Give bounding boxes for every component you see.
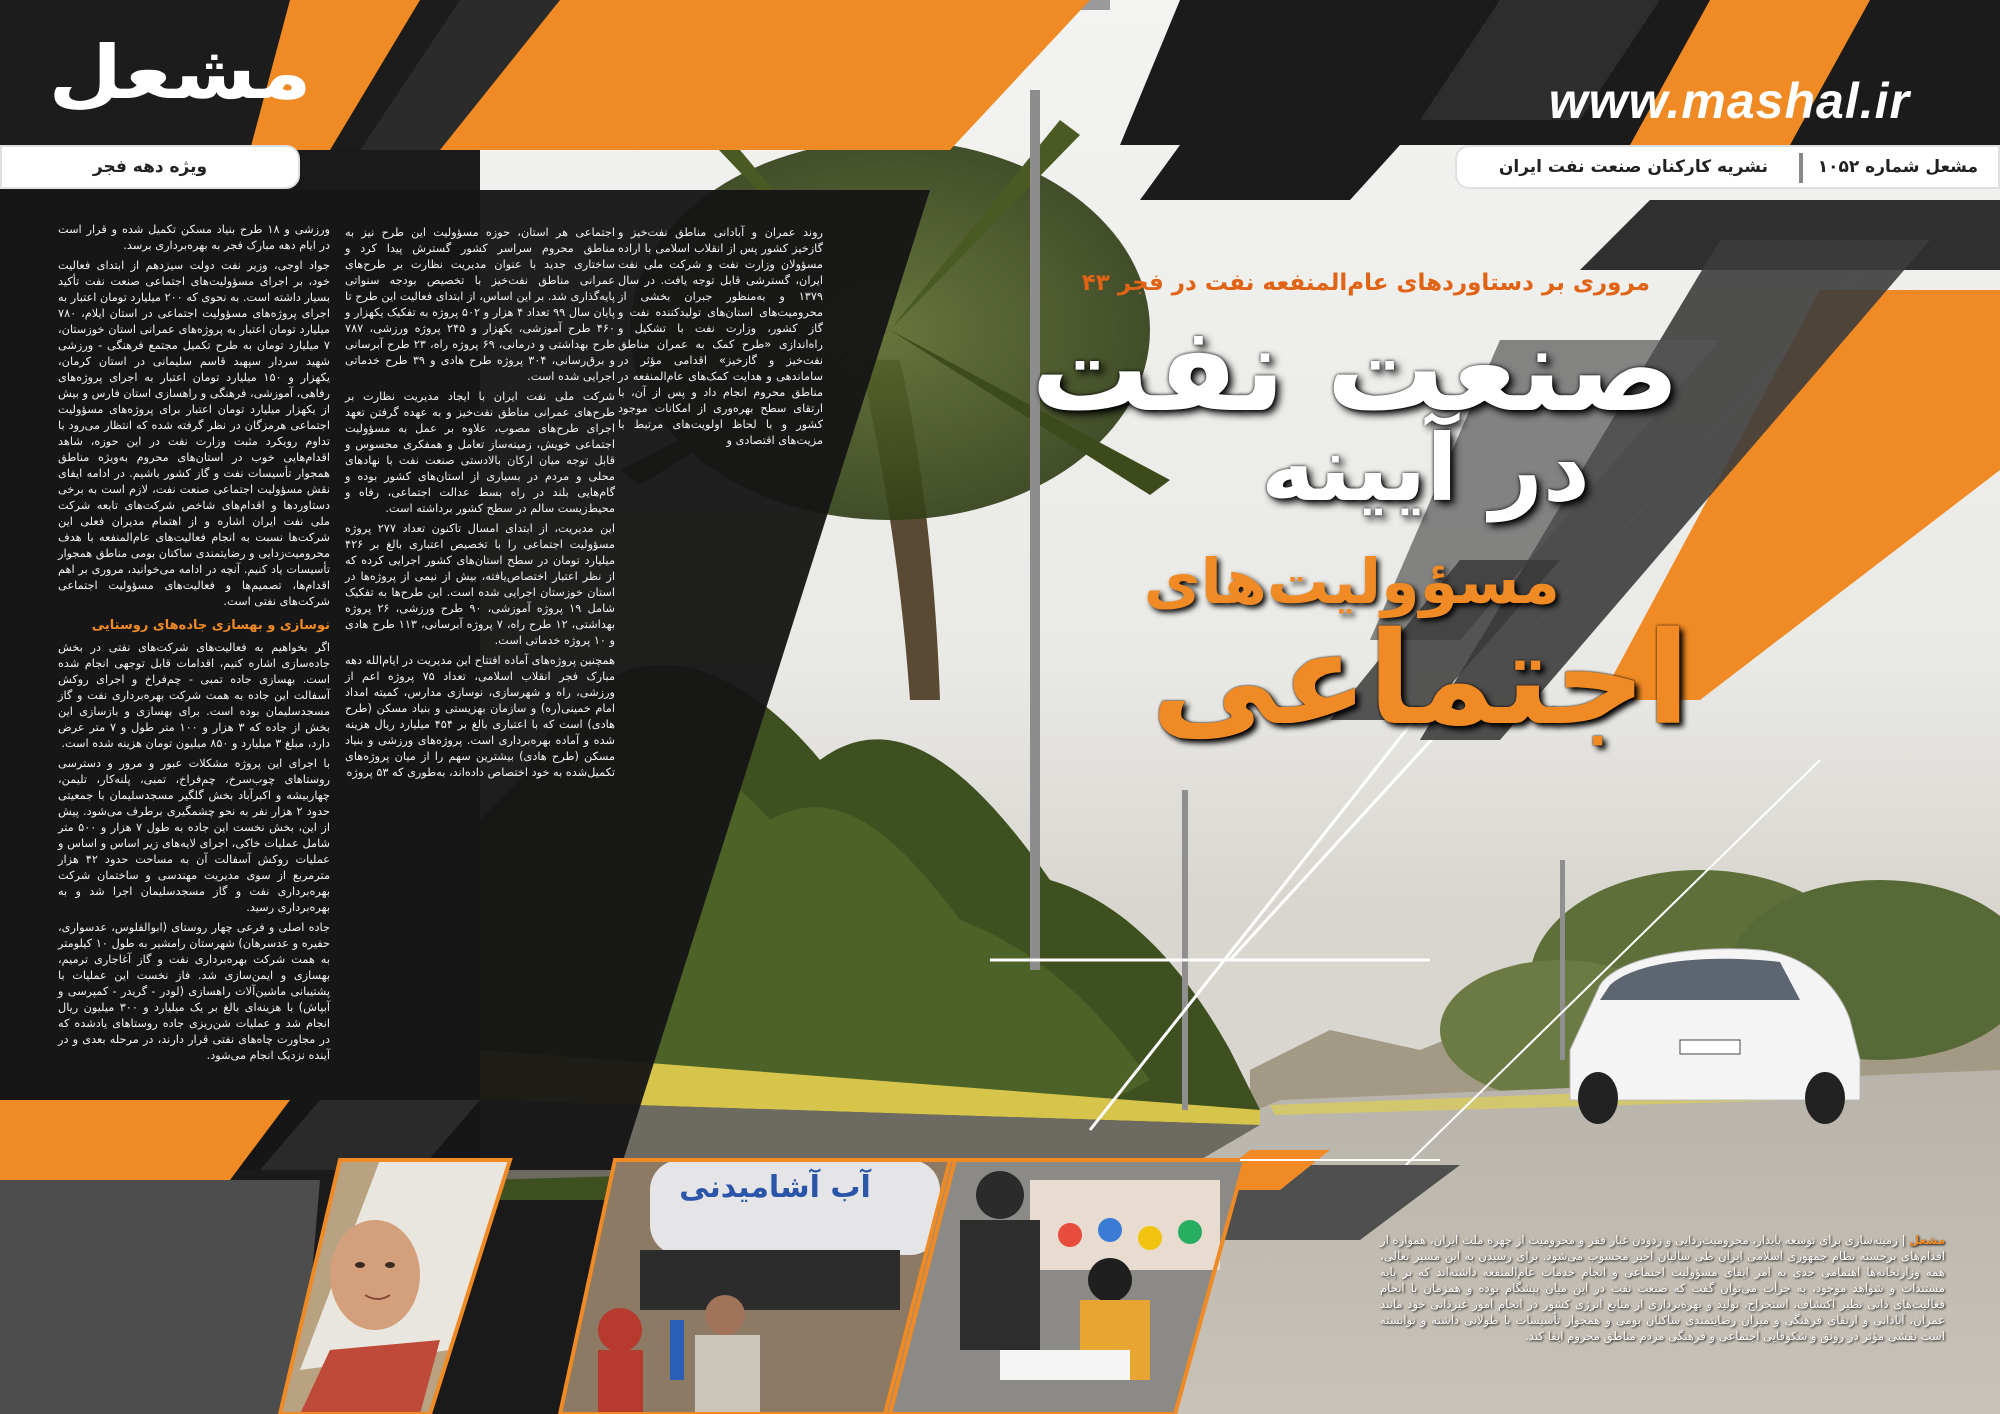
article-column-2 <box>58 222 330 1068</box>
section-tag: ویژه دهه فجر <box>0 145 300 189</box>
logo-text: مشعل <box>48 30 312 116</box>
col2-para-4: با اجرای این پروژه مشکلات عبور و مرور و دسترسی روستاهای چوب‌سرخ، چم‌فراخ، تمبی، پلنه‌کار، تلیمن، چهاربیشه و اکبرآباد بخش گلگیر مسجدسلیمان با جمعیتی حدود ۲ هزار نفر به نحو چشمگیری برطرف می‌شود. پیش از این، بخش نخست این جاده به طول ۷ هزار و ۵۰۰ متر شامل عملیات خاکی، اجرای لایه‌های زیر اساس و اساس و عملیات روکش آسفالت آن به مساحت حدود ۴۲ هزار مترمربع از سوی مدیریت مهندسی و ساختمان شرکت بهره‌برداری نفت و گاز مسجدسلیمان اجرا شد و به بهره‌برداری رسید. <box>58 757 330 914</box>
col2-para-2: جواد اوجی، وزیر نفت دولت سیزدهم از ابتدای فعالیت خود، بر اجرای مسؤولیت‌های اجتماعی صنعت نفت تأکید بسیار داشته است. به نحوی که ۲۰۰ میلیارد تومان اعتبار به اجرای پروژه‌های مسؤولیت اجتماعی در استان ایلام، ۷۸۰ میلیارد تومان اعتبار به پروژه‌های عمرانی استان خوزستان، ۷ میلیارد تومان به طرح تکمیل مجتمع فرهنگی - ورزشی شهید سردار سپهبد قاسم سلیمانی در استان کرمان، یکهزار و ۱۵۰ میلیارد تومان اعتبار به اجرای پروژه‌های رفاهی، آموزشی، فرهنگی و راهسازی استان فارس و بیش از یکهزار میلیارد تومان اعتبار برای پروژه‌های مسؤولیت اجتماعی هرمزگان در نظر گرفته شده که انتظار می‌رود با تداوم رویکرد مثبت وزارت نفت در این حوزه، شاهد اقدام‌هایی خوب در استان‌های محروم به‌ویژه مناطق همجوار تأسیسات نفت و گاز کشور باشیم. در ادامه ایفای نقش مسؤولیت اجتماعی صنعت نفت، لازم است به برخی دستاوردها و اقدام‌های شاخص شرکت‌های تابعه شرکت ملی نفت ایران اشاره و از اهتمام مدیران فعلی این شرکت‌ها نسبت به انجام فعالیت‌های عام‌المنفعه با هدف محرومیت‌زدایی و رضایتمندی ساکنان بومی مناطق همجوار تأسیسات یاد کنیم. آنچه در ادامه می‌خوانید، مروری بر اهم اقدام‌ها، تصمیم‌ها و فعالیت‌های مسؤولیت اجتماعی شرکت‌های نفتی است. <box>58 259 330 608</box>
headline-subhead: مروری بر دستاوردهای عام‌المنفعه نفت در فجر ۴۳ <box>1081 270 1650 296</box>
col3-para-2: شرکت ملی نفت ایران با ایجاد مدیریت نظارت بر طرح‌های عمرانی مناطق نفت‌خیز و به عهده گرفتن تعهد اجرای طرح‌های مصوب، علاوه بر عمل به مسؤولیت اجتماعی خویش، زمینه‌ساز تعامل و همفکری محسوس و قابل توجه میان ارکان بالادستی صنعت نفت با نهادهای محلی و مردم در بسیاری از استان‌های کشور بوده و گام‌هایی بلند در راه بسط عدالت اجتماعی، رفاه و محیط‌زیست سالم در سطح کشور برداشته است. <box>345 390 615 515</box>
headline-line-1: صنعت نفت <box>1031 300 1680 438</box>
mashal-logo <box>48 20 312 130</box>
article-column-4 <box>618 225 823 453</box>
col2-para-1: ورزشی و ۱۸ طرح بنیاد مسکن تکمیل شده و قرار است در ایام دهه مبارک فجر به بهره‌برداری برسد. <box>58 223 330 252</box>
col4-text: روند عمران و آبادانی مناطق نفت‌خیز و گازخیز کشور پس از انقلاب اسلامی با اراده مسؤولان وزارت نفت و شرکت ملی نفت ایران، گسترشی قابل توجه یافت. در سال ۱۳۷۹ و به‌منظور جبران بخشی از محرومیت‌های استان‌های تولیدکننده نفت و گاز کشور، وزارت نفت با تشکیل و راه‌اندازی «طرح کمک به عمران مناطق نفت‌خیز و گازخیز» اقدامی مؤثر در ساماندهی و هدایت کمک‌های عام‌المنفعه در مناطق محروم انجام داد و پس از آن، با ارتقای سطح بهره‌وری از امکانات موجود کشور و با لحاظ اولویت‌های مرتبط با مزیت‌های اقتصادی و <box>618 226 823 447</box>
issue-bar <box>1455 145 2000 189</box>
issue-number: مشعل شماره ۱۰۵۲ <box>1817 157 1978 177</box>
photo-caption <box>1380 1232 1945 1344</box>
caption-divider: | <box>1897 1233 1906 1247</box>
caption-label: مشعل <box>1909 1233 1946 1247</box>
article-column-3 <box>345 225 615 785</box>
tanker-label: آب آشامیدنی <box>679 1170 871 1205</box>
col2-para-3: اگر بخواهیم به فعالیت‌های شرکت‌های نفتی در بخش جاده‌سازی اشاره کنیم، اقدامات قابل توجهی انجام شده است. بهسازی جاده تمبی - چم‌فراخ و اجرای روکش آسفالت این جاده به همت شرکت بهره‌برداری نفت و گاز مسجدسلیمان بوده است. برای بهسازی و بازسازی این بخش از جاده که ۳ هزار و ۱۰۰ متر طول و ۷ متر عرض دارد، مبلغ ۳ میلیارد و ۸۵۰ میلیون تومان هزینه شده است. <box>58 641 330 750</box>
col2-para-5: جاده اصلی و فرعی چهار روستای (ابوالفلوس، عدسواری، حفیره و عدسرهان) شهرستان رامشیر به طول ۱۰ کیلومتر به همت شرکت بهره‌برداری نفت و گاز آغاجاری ترمیم، بهسازی و ایمن‌سازی شد. فاز نخست این عملیات با پشتیبانی ماشین‌آلات راهسازی (لودر - گریدر - کمپرسی و آبپاش) با هزینه‌ای بالغ بر یک میلیارد و ۳۰۰ میلیون ریال انجام شد و عملیات شن‌ریزی جاده روستاهای یادشده که در مجاورت چاه‌های نفتی قرار دارند، در مرحله بعدی و در آینده نزدیک انجام می‌شود. <box>58 921 330 1062</box>
issue-separator <box>1799 153 1803 183</box>
publication-name: نشریه کارکنان صنعت نفت ایران <box>1498 157 1768 177</box>
col3-para-1: اجتماعی هر استان، حوزه مسؤولیت این طرح نیز به مناطق محروم سراسر کشور گسترش پیدا کرد و ساختاری جدید با عنوان مدیریت نظارت بر طرح‌های عمرانی مناطق نفت‌خیز با تخصیص بودجه سنواتی پایه‌گذاری شد. بر این اساس، از ابتدای فعالیت این طرح تا پایان سال ۹۹ تعداد ۴ هزار و ۵۰۲ پروژه به تفکیک یکهزار و ۴۶۰ طرح آموزشی، یکهزار و ۲۴۵ پروژه ورزشی، ۷۸۷ طرح بهداشتی و درمانی، ۶۹ پروژه راه، ۲۳ طرح آبرسانی و برق‌رسانی، ۳۰۴ پروژه طرح هادی و ۳۹ طرح خدماتی اجرایی شده است. <box>345 226 616 383</box>
headline-line-2: در آیینه <box>1260 415 1590 522</box>
website-url: www.mashal.ir <box>1548 73 1910 129</box>
col3-para-4: همچنین پروژه‌های آماده افتتاح این مدیریت در ایام‌الله دهه مبارک فجر انقلاب اسلامی، تعداد ۷۵ پروژه اعم از ورزشی، راه و شهرسازی، نوسازی مدارس، کمیته امداد امام خمینی(ره) و سازمان بهزیستی و بنیاد مسکن (طرح هادی) است که با اعتباری بالغ بر ۴۵۴ میلیارد ریال هزینه شده و آماده بهره‌برداری است. پروژه‌های ورزشی و بنیاد مسکن (طرح هادی) بیشترین سهم را از میان پروژه‌های تکمیل‌شده به خود اختصاص داده‌اند، به‌طوری که ۵۳ پروژه <box>345 654 616 779</box>
col2-heading: نوسازی و بهسازی جاده‌های روستایی <box>91 618 330 633</box>
car <box>1570 949 1860 1124</box>
col3-para-3: این مدیریت، از ابتدای امسال تاکنون تعداد ۲۷۷ پروژه مسؤولیت اجتماعی را با تخصیص اعتباری بالغ بر ۴۲۶ میلیارد تومان در سطح استان‌های کشور اجرایی کرده که از نظر اعتبار اختصاص‌یافته، بیش از نیمی از پروژه‌ها در استان خوزستان اجرایی شده است. این طرح‌ها به تفکیک شامل ۱۹ پروژه آموزشی، ۹۰ طرح ورزشی، ۲۶ پروژه بهداشتی، ۱۲ طرح راه، ۷ پروژه آبرسانی، ۱۱۳ طرح هادی و ۱۰ پروژه خدماتی است. <box>345 522 616 647</box>
headline-line-4: اجتماعی <box>1150 605 1690 754</box>
headline-line-3: مسؤولیت‌های <box>1143 545 1560 618</box>
caption-text: زمینه‌سازی برای توسعه پایدار، محرومیت‌زدایی و زدودن غبار فقر و محرومیت از چهره ملت ایران، همواره از اقدام‌های برجسته نظام جمهوری اسلامی ایران طی سالیان اخیر محسوب می‌شود. برای رسیدن به این مسیر تعالی، همه وزارتخانه‌ها اهتمامی جدی به امر ایفای مسؤولیت اجتماعی و انجام خدمات عام‌المنفعه داشته‌اند که بر پایه مستندات و شواهد موجود، به جرأت می‌توان گفت که صنعت نفت در این میان پیشگام بوده و همزمان با انجام فعالیت‌های ذاتی نظیر اکتشاف، استخراج، تولید و بهره‌برداری از منابع انرژی کشور در انجام امور غیرذاتی خود مانند عمران، آبادانی و ارتقای فرهنگی و میزان رضایتمندی ساکنان بومی و همجوار تأسیسات با طولانی داشته و توانسته است نقشی مؤثر در رونق و شکوفایی اجتماعی و فرهنگی مردم مناطق محروم ایفا کند. <box>1380 1233 1945 1343</box>
